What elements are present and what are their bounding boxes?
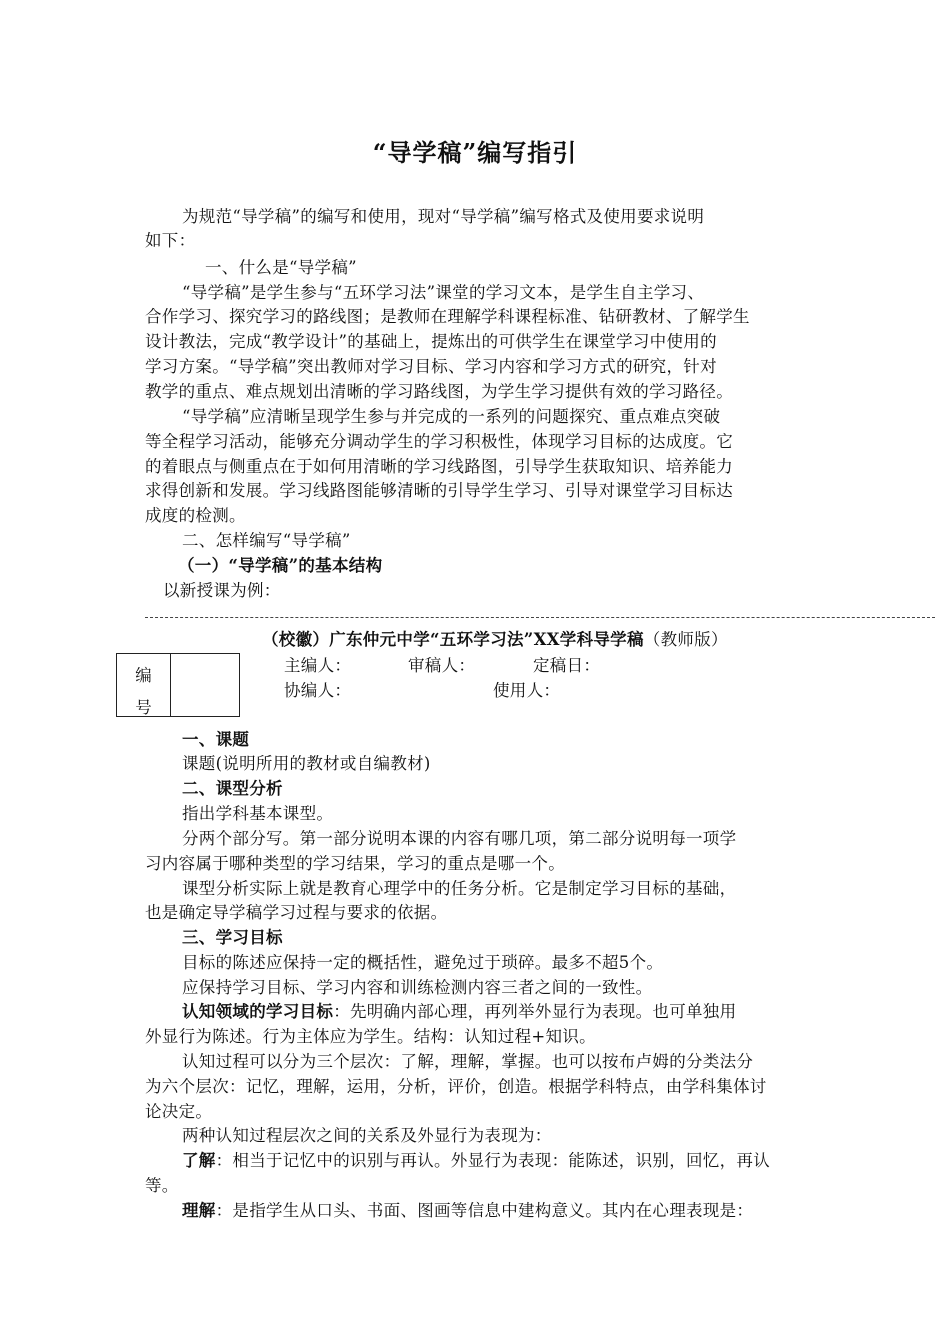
paragraph-line: 学习方案。“导学稿”突出教师对学习目标、学习内容和学习方式的研究，针对 [145,357,717,376]
paragraph-line: “导学稿”应清晰呈现学生参与并完成的一系列的问题探究、重点难点突破 [182,407,721,426]
paragraph-line: 课型分析实际上就是教育心理学中的任务分析。它是制定学习目标的基础， [182,879,737,898]
paragraph-line: 两种认知过程层次之间的关系及外显行为表现为： [182,1126,552,1145]
heading-learning-goals: 三、学习目标 [182,928,283,947]
paragraph-line [182,1197,753,1221]
paragraph-line: 成度的检测。 [145,506,246,525]
paragraph-line: 求得创新和发展。学习线路图能够清晰的引导学生学习、引导对课堂学习目标达 [145,481,733,500]
paragraph-line [182,998,736,1022]
subsection-heading-structure: （一）“导学稿”的基本结构 [178,556,383,575]
serial-label-bottom: 号 [135,698,152,717]
cognitive-goal-text: ：先明确内部心理，再列举外显行为表现。也可单独用 [333,1002,737,1021]
template-header-title: （校徽）广东仲元中学“五环学习法”XX学科导学稿 [262,630,644,649]
paragraph-line: 等全程学习活动，能够充分调动学生的学习积极性，体现学习目标的达成度。它 [145,432,733,451]
paragraph-line: 目标的陈述应保持一定的概括性，避免过于琐碎。最多不超5个。 [182,953,664,972]
paragraph-line: 的着眼点与侧重点在于如何用清晰的学习线路图，引导学生获取知识、培养能力 [145,457,733,476]
section-heading-what: 一、什么是“导学稿” [205,258,357,277]
final-date-label: 定稿日： [533,656,601,675]
know-text: ：相当于记忆中的识别与再认。外显行为表现：能陈述，识别，回忆，再认 [215,1151,771,1170]
paragraph-line: 指出学科基本课型。 [182,804,334,823]
reviewer-label: 审稿人： [408,656,476,675]
intro-line: 为规范“导学稿”的编写和使用，现对“导学稿”编写格式及使用要求说明 [182,207,705,226]
serial-label-top: 编 [135,666,152,685]
paragraph-line: 应保持学习目标、学习内容和训练检测内容三者之间的一致性。 [182,978,653,997]
heading-topic: 一、课题 [182,730,250,749]
paragraph-line: 为六个层次：记忆，理解，运用，分析，评价，创造。根据学科特点，由学科集体讨 [145,1077,767,1096]
paragraph-line: “导学稿”是学生参与“五环学习法”课堂的学习文本，是学生自主学习、 [182,283,705,302]
paragraph-line: 也是确定导学稿学习过程与要求的依据。 [145,903,448,922]
template-header [262,626,728,650]
co-editor-label: 协编人： [284,681,352,700]
paragraph-line: 等。 [145,1176,179,1195]
user-label: 使用人： [493,681,561,700]
paragraph-line: 外显行为陈述。行为主体应为学生。结构：认知过程+知识。 [145,1027,596,1046]
understand-term: 理解 [182,1201,216,1220]
serial-box-divider [170,654,171,716]
section-heading-how: 二、怎样编写“导学稿” [182,531,351,550]
example-line: 以新授课为例： [163,581,281,600]
heading-lesson-type: 二、课型分析 [182,779,283,798]
paragraph-line: 合作学习、探究学习的路线图；是教师在理解学科课程标准、钻研教材、了解学生 [145,307,750,326]
know-term: 了解 [182,1151,216,1170]
paragraph-line: 教学的重点、难点规划出清晰的学习路线图，为学生学习提供有效的学习路径。 [145,382,733,401]
template-header-edition: （教师版） [643,630,728,649]
intro-line: 如下： [145,231,196,250]
paragraph-line: 设计教法，完成“教学设计”的基础上，提炼出的可供学生在课堂学习中使用的 [145,332,717,351]
topic-text: 课题(说明所用的教材或自编教材) [182,754,431,773]
paragraph-line: 分两个部分写。第一部分说明本课的内容有哪几项，第二部分说明每一项学 [182,829,737,848]
paragraph-line: 论决定。 [145,1102,213,1121]
cognitive-goal-term: 认知领域的学习目标 [182,1002,334,1021]
paragraph-line [182,1147,770,1171]
page-title: “导学稿”编写指引 [372,138,578,167]
editor-label: 主编人： [284,656,352,675]
understand-text: ：是指学生从口头、书面、图画等信息中建构意义。其内在心理表现是： [215,1201,754,1220]
dashed-divider [145,617,935,618]
serial-number-box [116,653,240,717]
paragraph-line: 习内容属于哪种类型的学习结果，学习的重点是哪一个。 [145,854,565,873]
paragraph-line: 认知过程可以分为三个层次：了解，理解，掌握。也可以按布卢姆的分类法分 [182,1052,754,1071]
